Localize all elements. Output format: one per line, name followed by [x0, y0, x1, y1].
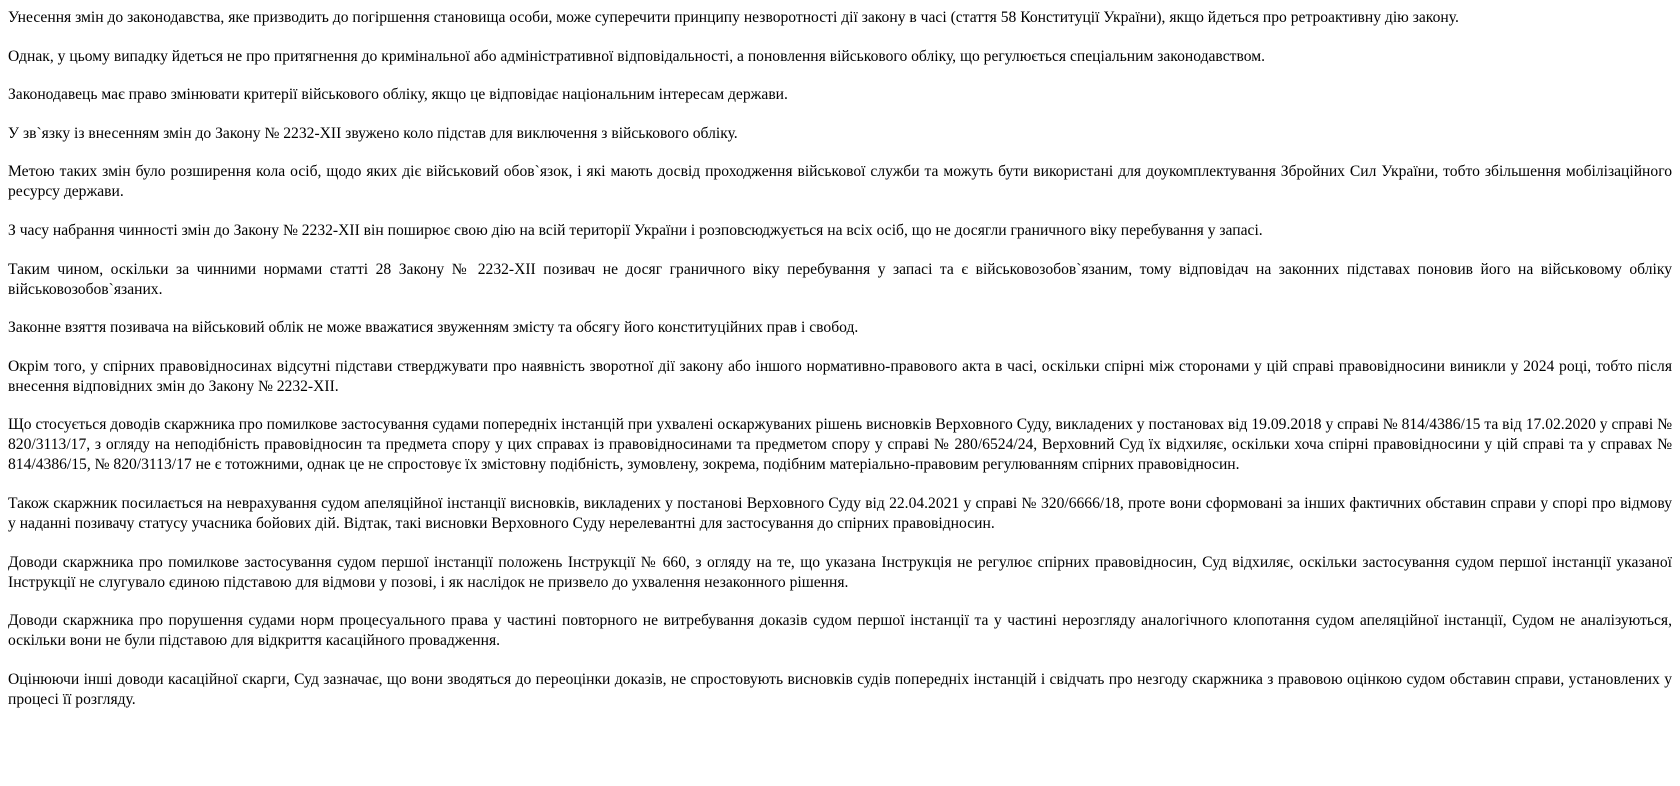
paragraph-retroactivity: Унесення змін до законодавства, яке призводить до погіршення становища особи, може суперечити принципу незворотності дії закону в часі (стаття 58 Конституції України), якщо йдеться про ретроактивну дію закону.	[8, 9, 1459, 26]
paragraph-narrowed-grounds: У зв`язку із внесенням змін до Закону № 2232-XII звужено коло підстав для виключення з військового обліку.	[8, 124, 738, 142]
paragraph-supreme-court-conclusions: Що стосується доводів скаржника про помилкове застосування судами попередніх інстанцій при ухвалені оскаржуваних рішень висновків Верховного Суду, викладених у постановах від 19.09.2018 у справі № 814/4386/15 та від 17.02.2020 у справі № 820/3113/17, з огляду на неподібність правовідносин та предмета спору у цих справах із правовідносинами та предметом спору у справі № 280/6524/24, Верховний Суд їх відхиляє, оскільки хоча спірні правовідносини у цій справі та у справах № 814/4386/15, № 820/3113/17 не є тотожними, однак це не спростовує їх змістовну подібність, зумовлену, зокрема, подібним матеріально-правовим регулюванням спірних правовідносин.	[8, 416, 1672, 474]
paragraph-restored-registration: Таким чином, оскільки за чинними нормами статті 28 Закону № 2232-XII позивач не досяг граничного віку перебування у запасі та є військовозобов`язаним, тому відповідач на законних підставах поновив його на військовому обліку військовозобов`язаних.	[8, 260, 1672, 298]
paragraph-purpose-of-changes: Метою таких змін було розширення кола осіб, щодо яких діє військовий обов`язок, і які мають досвід проходження військової служби та можуть бути використані для доукомплектування Збройних Сил України, тобто збільшення мобілізаційного ресурсу держави.	[8, 163, 1672, 201]
paragraph-procedural-violations: Доводи скаржника про порушення судами норм процесуального права у частині повторного не витребування доказів судом першої інстанції та у частині нерозгляду аналогічного клопотання судом апеляційної інстанції, Судом не аналізуються, оскільки вони не були підставою для відкриття касаційного провадження.	[8, 612, 1672, 650]
paragraph-territorial-scope: З часу набрання чинності змін до Закону № 2232-XII він поширює свою дію на всій території України і розповсюджується на всіх осіб, що не досягли граничного віку перебування у запасі.	[8, 221, 1263, 239]
paragraph-other-arguments: Оцінюючи інші доводи касаційної скарги, Суд зазначає, що вони зводяться до переоцінки доказів, не спростовують висновків судів попередніх інстанцій і свідчать про незгоду скаржника з правовою оцінкою судом обставин справи, установлених у процесі її розгляду.	[8, 670, 1672, 708]
paragraph-no-retroactive-effect: Окрім того, у спірних правовідносинах відсутні підстави стверджувати про наявність зворотної дії закону або іншого нормативно-правового акта в часі, оскільки спірні між сторонами у цій справі правовідносини виникли у 2024 році, тобто після внесення відповідних змін до Закону № 2232-XII.	[8, 357, 1672, 395]
paragraph-legislator-right: Законодавець має право змінювати критерії військового обліку, якщо це відповідає національним інтересам держави.	[8, 86, 788, 104]
paragraph-instruction-660: Доводи скаржника про помилкове застосування судом першої інстанції положень Інструкції № 660, з огляду на те, що указана Інструкція не регулює спірних правовідносин, Суд відхиляє, оскільки застосування судом першої інстанції указаної Інструкції не слугувало єдиною підставою для відмови у позові, і як наслідок не призвело до ухвалення незаконного рішення.	[8, 553, 1672, 591]
paragraph-special-legislation: Однак, у цьому випадку йдеться не про притягнення до кримінальної або адміністративної відповідальності, а поновлення військового обліку, що регулюється спеціальним законодавством.	[8, 47, 1265, 65]
paragraph-appellate-conclusions: Також скаржник посилається на неврахування судом апеляційної інстанції висновків, викладених у постанові Верховного Суду від 22.04.2021 у справі № 320/6666/18, проте вони сформовані за інших фактичних обставин справи у спорі про відмову у наданні позивачу статусу учасника бойових дій. Відтак, такі висновки Верховного Суду нерелевантні для застосування до спірних правовідносин.	[8, 494, 1672, 532]
paragraph-lawful-registration: Законне взяття позивача на військовий облік не може вважатися звуженням змісту та обсягу його конституційних прав і свобод.	[8, 319, 859, 337]
